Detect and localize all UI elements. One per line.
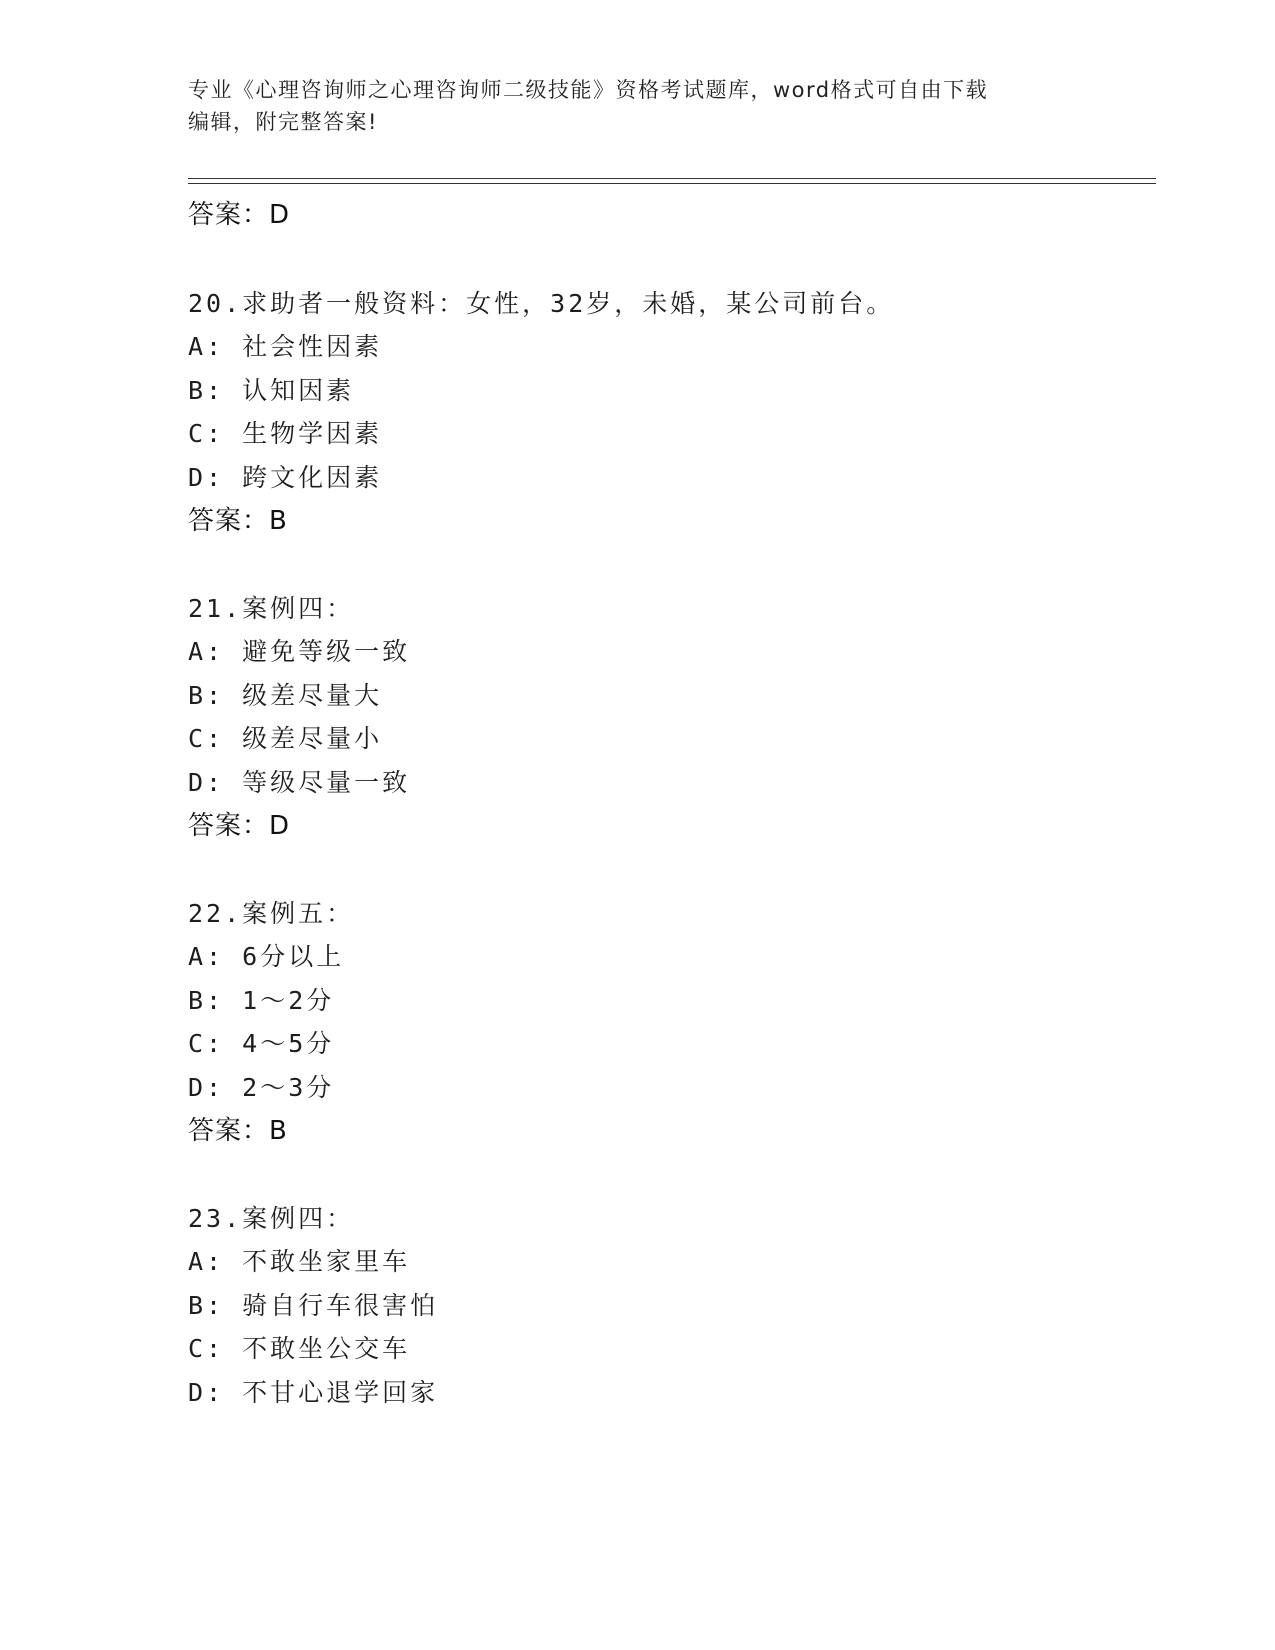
answer-line: 答案：D [188, 811, 291, 841]
question-stem: 21.案例四： [188, 594, 355, 623]
option-b: B: 级差尽量大 [188, 681, 383, 710]
question-stem: 22.案例五： [188, 899, 355, 928]
option-c: C: 不敢坐公交车 [188, 1334, 411, 1363]
option-c: C: 4～5分 [188, 1029, 335, 1058]
header-line-2: 编辑，附完整答案! [188, 110, 378, 134]
option-d: D: 等级尽量一致 [188, 768, 411, 797]
header-line-1: 专业《心理咨询师之心理咨询师二级技能》资格考试题库，word格式可自由下载 [188, 78, 989, 102]
document-header [188, 74, 1088, 138]
answer-line: 答案：D [188, 200, 291, 230]
option-c: C: 生物学因素 [188, 419, 383, 448]
question-stem: 20.求助者一般资料：女性，32岁，未婚，某公司前台。 [188, 289, 895, 318]
option-a: A: 不敢坐家里车 [188, 1247, 411, 1276]
header-divider-top [188, 178, 1156, 179]
option-b: B: 1～2分 [188, 986, 335, 1015]
header-divider-bottom [188, 183, 1156, 184]
option-a: A: 社会性因素 [188, 332, 383, 361]
answer-line: 答案：B [188, 1116, 288, 1146]
option-c: C: 级差尽量小 [188, 724, 383, 753]
question-stem: 23.案例四： [188, 1204, 355, 1233]
option-b: B: 骑自行车很害怕 [188, 1291, 439, 1320]
option-d: D: 跨文化因素 [188, 463, 383, 492]
option-d: D: 不甘心退学回家 [188, 1378, 439, 1407]
option-d: D: 2～3分 [188, 1073, 335, 1102]
option-b: B: 认知因素 [188, 376, 355, 405]
option-a: A: 避免等级一致 [188, 637, 411, 666]
option-a: A: 6分以上 [188, 942, 345, 971]
answer-line: 答案：B [188, 506, 288, 536]
